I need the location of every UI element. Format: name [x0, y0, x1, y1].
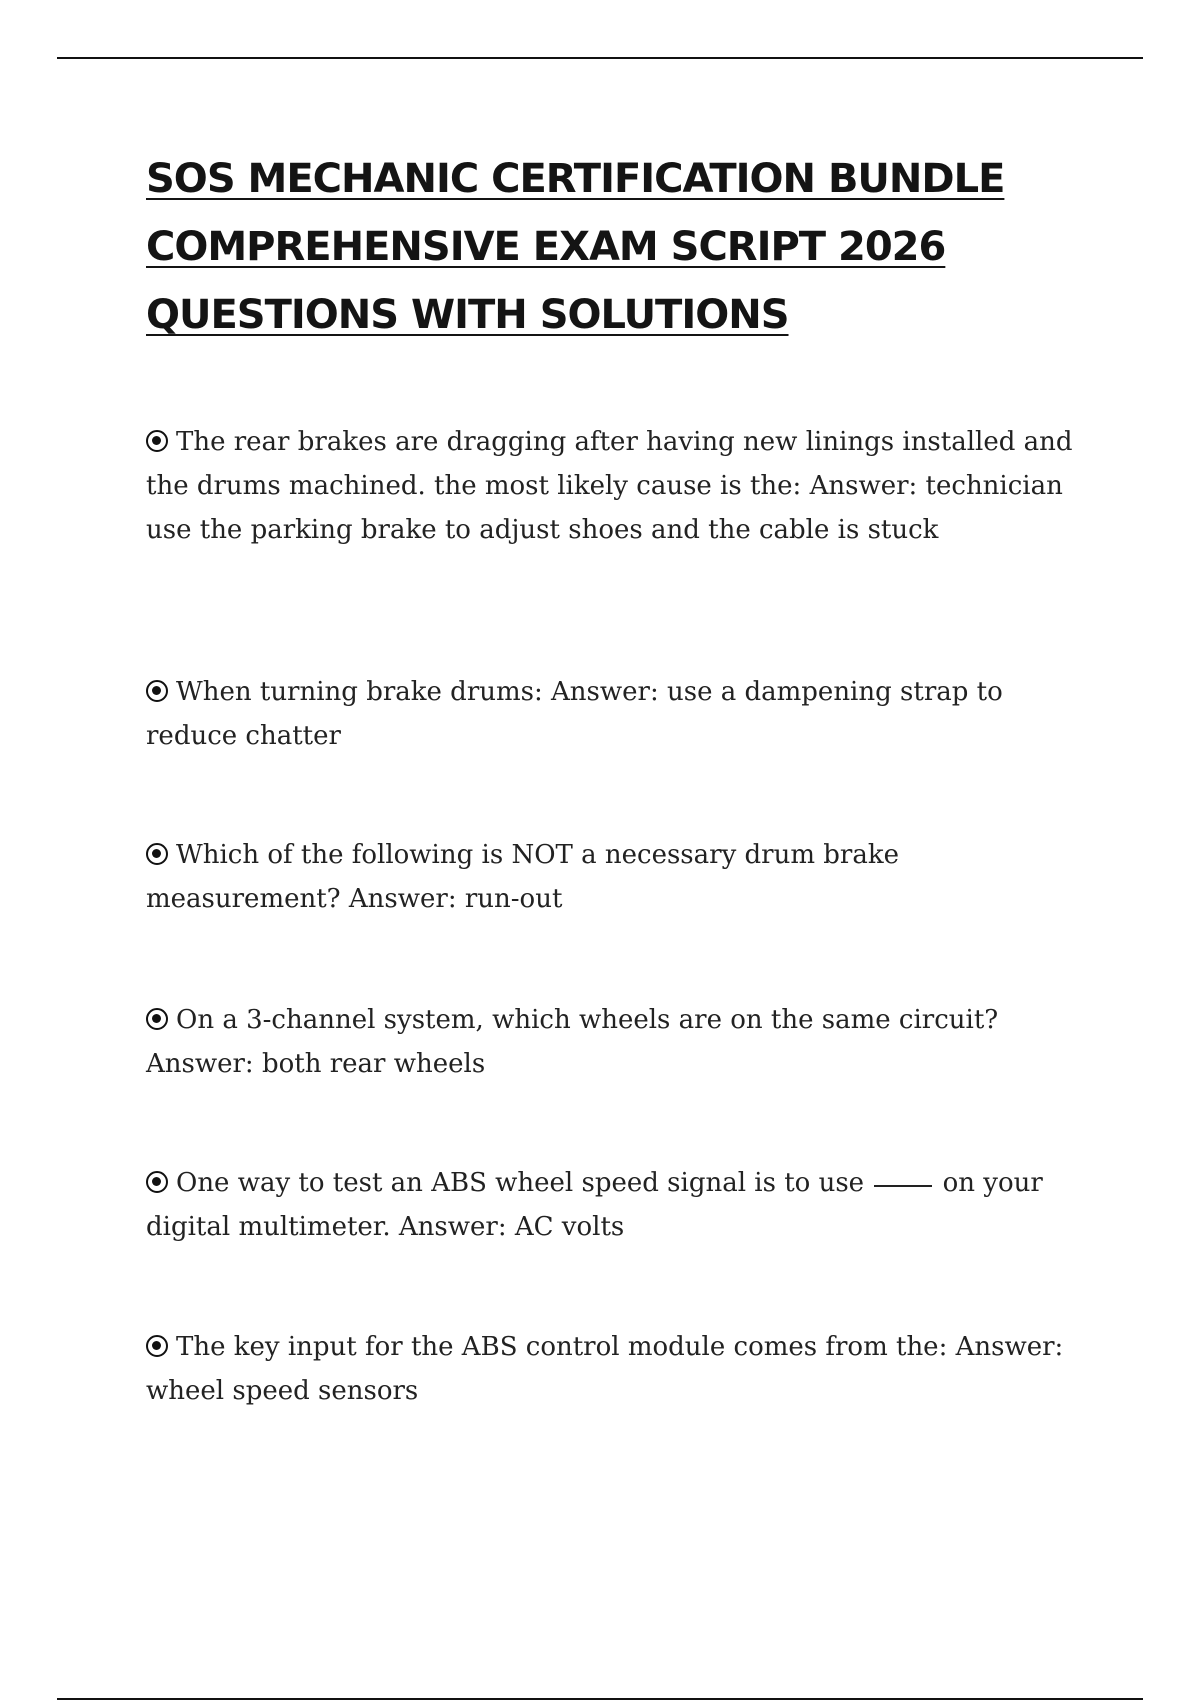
fill-in-blank — [874, 1185, 932, 1187]
radio-bullet-icon — [146, 680, 168, 702]
qa-text: On a 3-channel system, which wheels are on the same circuit? Answer: both rear wheels — [146, 1005, 999, 1079]
qa-item-3 — [146, 833, 1086, 921]
radio-bullet-icon — [146, 843, 168, 865]
qa-text-after-blank: on your digital multimeter. Answer: AC volts — [146, 1168, 1043, 1242]
title-line-3: QUESTIONS WITH SOLUTIONS — [146, 292, 789, 338]
qa-text: Which of the following is NOT a necessary drum brake measurement? Answer: run-out — [146, 840, 899, 914]
title-line-2: COMPREHENSIVE EXAM SCRIPT 2026 — [146, 224, 946, 270]
top-rule — [57, 57, 1143, 59]
title-line-1: SOS MECHANIC CERTIFICATION BUNDLE — [146, 156, 1005, 202]
qa-item-5 — [146, 1161, 1086, 1249]
qa-text: The key input for the ABS control module comes from the: Answer: wheel speed sensors — [146, 1332, 1064, 1406]
qa-text-before-blank: One way to test an ABS wheel speed signal is to use — [176, 1168, 865, 1198]
document-title — [146, 145, 1066, 349]
radio-bullet-icon — [146, 1171, 168, 1193]
qa-text: When turning brake drums: Answer: use a dampening strap to reduce chatter — [146, 677, 1003, 751]
qa-item-6 — [146, 1325, 1086, 1413]
radio-bullet-icon — [146, 430, 168, 452]
qa-item-2 — [146, 670, 1086, 758]
radio-bullet-icon — [146, 1335, 168, 1357]
qa-item-4 — [146, 998, 1086, 1086]
qa-text: The rear brakes are dragging after having new linings installed and the drums machined. the most likely cause is the: Answer: technician use the parking brake to adjust shoes and the cable is stuck — [146, 427, 1073, 545]
radio-bullet-icon — [146, 1008, 168, 1030]
qa-item-1 — [146, 420, 1086, 552]
